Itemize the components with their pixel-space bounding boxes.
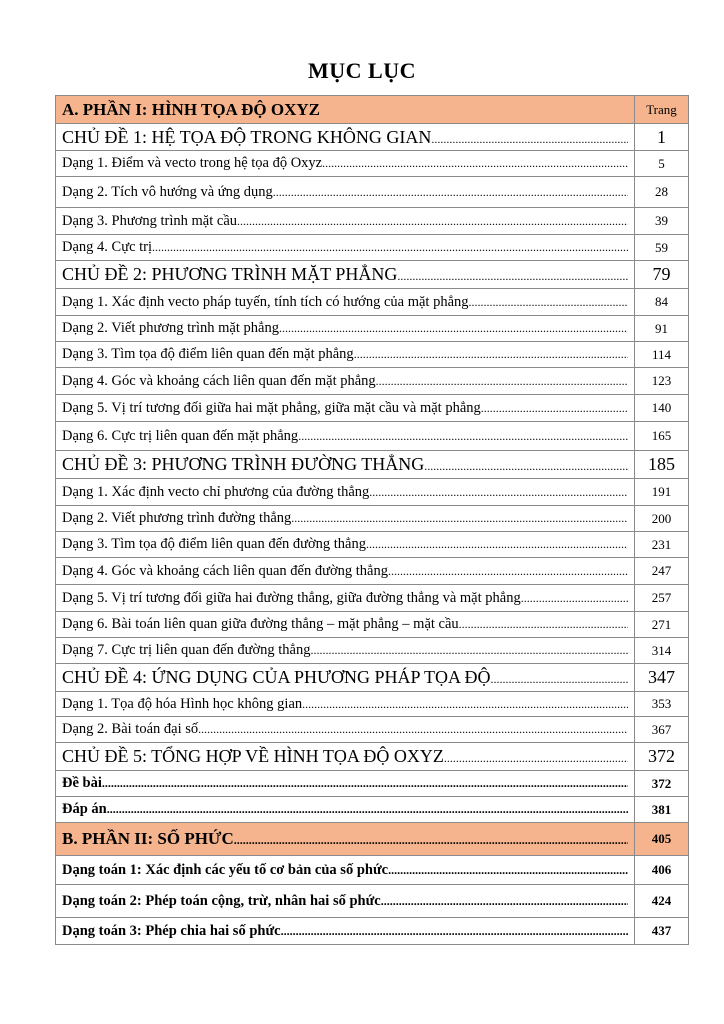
dot-leader [152,240,628,255]
toc-page-number: 353 [635,692,689,717]
toc-entry-title [56,532,635,558]
toc-entry-title [56,585,635,612]
toc-page-number: 271 [635,612,689,638]
toc-entry-row[interactable] [56,342,689,368]
toc-entry-row[interactable] [56,316,689,342]
toc-entry-text: Dạng 2. Viết phương trình mặt phẳng [62,320,279,336]
toc-entry-text: Đề bài [62,775,102,791]
toc-entry-text: Dạng toán 1: Xác định các yếu tố cơ bản của số phức [62,861,389,878]
dot-leader [424,459,628,474]
toc-entry-row[interactable] [56,638,689,664]
toc-entry-text: A. PHẦN I: HÌNH TỌA ĐỘ OXYZ [62,99,321,119]
toc-entry-text: CHỦ ĐỀ 1: HỆ TỌA ĐỘ TRONG KHÔNG GIAN [62,126,432,147]
toc-entry-text: CHỦ ĐỀ 3: PHƯƠNG TRÌNH ĐƯỜNG THẲNG [62,454,425,474]
toc-page-number: 140 [635,395,689,422]
toc-entry-text: Dạng 4. Góc và khoảng cách liên quan đến đường thẳng [62,562,388,579]
dot-leader [234,833,628,848]
toc-entry-text: Dạng 1. Xác định vecto pháp tuyến, tính tích có hướng của mặt phẳng [62,293,469,310]
toc-page-number: 84 [635,289,689,316]
dot-leader [369,485,628,500]
toc-entry-row[interactable] [56,208,689,235]
toc-page-number: 406 [635,856,689,885]
toc-entry-title [56,692,635,717]
toc-entry-text: Dạng 6. Bài toán liên quan giữa đường thẳng – mặt phẳng – mặt cầu [62,616,459,632]
toc-page-number: 372 [635,771,689,797]
toc-entry-text: B. PHẦN II: SỐ PHỨC [62,829,234,848]
toc-page-number: 372 [635,743,689,771]
toc-entry-text: CHỦ ĐỀ 2: PHƯƠNG TRÌNH MẶT PHẲNG [62,264,398,284]
toc-entry-row[interactable] [56,368,689,395]
dot-leader [354,347,628,362]
toc-entry-title [56,558,635,585]
toc-page-number: 437 [635,918,689,945]
dot-leader [102,776,628,791]
toc-entry-text: Dạng 3. Phương trình mặt cầu [62,212,237,229]
toc-entry-row[interactable] [56,289,689,316]
toc-page-number: 347 [635,664,689,692]
toc-entry-row[interactable] [56,612,689,638]
toc-page-number: 28 [635,177,689,208]
toc-entry-title [56,96,635,124]
toc-table [55,95,689,945]
toc-entry-text: Dạng toán 3: Phép chia hai số phức [62,922,281,939]
toc-entry-text: CHỦ ĐỀ 5: TỔNG HỢP VỀ HÌNH TỌA ĐỘ OXYZ [62,746,444,766]
toc-entry-text: Dạng 4. Cực trị [62,239,153,255]
dot-leader [279,321,628,336]
toc-entry-row[interactable] [56,856,689,885]
toc-entry-row[interactable] [56,395,689,422]
dot-leader [291,511,628,526]
toc-entry-title [56,124,635,151]
toc-entry-title [56,664,635,692]
toc-entry-text: Dạng 5. Vị trí tương đối giữa hai đường thẳng, giữa đường thẳng và mặt phẳng [62,589,521,606]
toc-entry-title [56,151,635,177]
toc-topic-row[interactable] [56,124,689,151]
toc-entry-title [56,342,635,368]
toc-page-number: 314 [635,638,689,664]
toc-entry-title [56,797,635,823]
toc-entry-row[interactable] [56,506,689,532]
dot-leader [298,429,628,444]
toc-entry-title [56,717,635,743]
toc-topic-row[interactable] [56,451,689,479]
dot-leader [302,697,628,712]
toc-page-number: 405 [635,823,689,856]
toc-entry-title [56,743,635,771]
dot-leader [198,722,628,737]
page-title: MỤC LỤC [308,58,416,83]
toc-page-number: 5 [635,151,689,177]
toc-entry-row[interactable] [56,918,689,945]
dot-leader [431,132,628,147]
toc-entry-text: Dạng toán 2: Phép toán cộng, trừ, nhân hai số phức [62,892,381,909]
toc-part-row[interactable] [56,96,689,124]
toc-entry-text: Dạng 3. Tìm tọa độ điểm liên quan đến mặt phẳng [62,346,354,362]
toc-page-number: 191 [635,479,689,506]
page-column-header: Trang [635,96,689,124]
toc-entry-title [56,771,635,797]
toc-entry-title [56,612,635,638]
dot-leader [469,295,628,310]
toc-entry-title [56,885,635,918]
toc-entry-row[interactable] [56,797,689,823]
toc-entry-row[interactable] [56,532,689,558]
toc-entry-text: Dạng 5. Vị trí tương đối giữa hai mặt phẳng, giữa mặt cầu và mặt phẳng [62,399,481,416]
toc-page-number: 185 [635,451,689,479]
toc-entry-title [56,235,635,261]
toc-page-number: 381 [635,797,689,823]
dot-leader [273,185,628,200]
toc-entry-title [56,289,635,316]
toc-page-number: 165 [635,422,689,451]
dot-leader [444,751,628,766]
dot-leader [397,269,628,284]
dot-leader [459,617,628,632]
dot-leader [311,643,629,658]
toc-entry-text: Đáp án [62,801,107,817]
toc-body [56,96,689,945]
toc-entry-title [56,316,635,342]
toc-page-number: 247 [635,558,689,585]
toc-entry-text: Dạng 1. Xác định vecto chỉ phương của đường thẳng [62,483,370,500]
toc-entry-row[interactable] [56,479,689,506]
toc-entry-text: Dạng 2. Bài toán đại số [62,721,199,737]
dot-leader [490,672,628,687]
toc-entry-title [56,261,635,289]
toc-entry-text: Dạng 7. Cực trị liên quan đến đường thẳng [62,642,311,658]
toc-entry-title [56,208,635,235]
toc-entry-title [56,638,635,664]
toc-entry-title [56,368,635,395]
toc-entry-text: Dạng 4. Góc và khoảng cách liên quan đến mặt phẳng [62,372,376,389]
dot-leader [388,863,628,878]
toc-entry-title [56,451,635,479]
toc-entry-title [56,422,635,451]
toc-entry-text: Dạng 1. Tọa độ hóa Hình học không gian [62,695,303,712]
toc-entry-title [56,479,635,506]
toc-entry-row[interactable] [56,235,689,261]
toc-entry-text: CHỦ ĐỀ 4: ỨNG DỤNG CỦA PHƯƠNG PHÁP TỌA ĐỘ [62,667,491,687]
toc-entry-title [56,395,635,422]
toc-entry-text: Dạng 2. Viết phương trình đường thẳng [62,510,292,526]
toc-topic-row[interactable] [56,261,689,289]
dot-leader [281,924,628,939]
dot-leader [366,537,628,552]
toc-entry-title [56,918,635,945]
dot-leader [376,374,628,389]
toc-page-number: 367 [635,717,689,743]
toc-entry-text: Dạng 6. Cực trị liên quan đến mặt phẳng [62,427,299,444]
toc-entry-row[interactable] [56,151,689,177]
toc-page-number: 231 [635,532,689,558]
toc-entry-row[interactable] [56,717,689,743]
toc-entry-row[interactable] [56,885,689,918]
dot-leader [322,156,628,171]
dot-leader [107,802,628,817]
toc-entry-title [56,823,635,856]
dot-leader [388,564,628,579]
dot-leader [381,894,628,909]
dot-leader [481,401,628,416]
toc-topic-row[interactable] [56,664,689,692]
toc-entry-text: Dạng 2. Tích vô hướng và ứng dụng [62,183,273,200]
toc-page-number: 1 [635,124,689,151]
toc-page-number: 114 [635,342,689,368]
toc-entry-row[interactable] [56,177,689,208]
toc-entry-row[interactable] [56,692,689,717]
toc-entry-title [56,506,635,532]
toc-entry-text: Dạng 1. Điểm và vecto trong hệ tọa độ Oxyz [62,155,323,171]
toc-entry-text: Dạng 3. Tìm tọa độ điểm liên quan đến đường thẳng [62,536,366,552]
toc-entry-row[interactable] [56,771,689,797]
toc-page-number: 79 [635,261,689,289]
toc-page-number: 424 [635,885,689,918]
toc-page-number: 59 [635,235,689,261]
toc-page-number: 123 [635,368,689,395]
toc-entry-row[interactable] [56,422,689,451]
toc-page-number: 257 [635,585,689,612]
toc-page-number: 91 [635,316,689,342]
toc-page-number: 200 [635,506,689,532]
toc-entry-title [56,177,635,208]
toc-topic-row[interactable] [56,743,689,771]
toc-part-row[interactable] [56,823,689,856]
toc-entry-row[interactable] [56,558,689,585]
toc-entry-row[interactable] [56,585,689,612]
dot-leader [521,591,628,606]
toc-entry-title [56,856,635,885]
dot-leader [237,214,628,229]
toc-page-number: 39 [635,208,689,235]
